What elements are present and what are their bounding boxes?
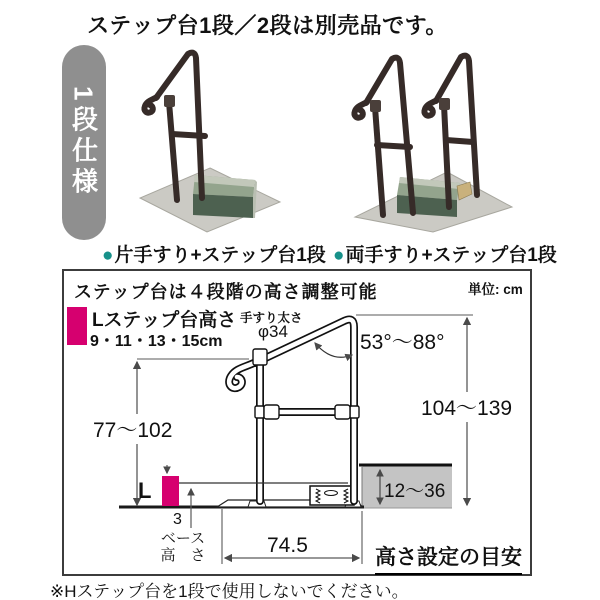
footnote: ※Hステップ台を1段で使用しないでください。 bbox=[50, 582, 409, 600]
page-title: ステップ台1段／2段は別売品です。 bbox=[87, 13, 448, 38]
product-photo-two-handrails bbox=[332, 45, 557, 237]
pink-step-marker bbox=[162, 476, 179, 506]
product-photo-one-handrail bbox=[108, 48, 330, 236]
angle-arc bbox=[315, 343, 352, 357]
step-height-values: 9・11・13・15cm bbox=[90, 333, 223, 350]
overall-height-value: 104〜139 bbox=[419, 392, 514, 422]
base-height-label: ベース 高 さ bbox=[160, 530, 206, 565]
pink-marker bbox=[67, 307, 87, 345]
entrance-step-value: 12〜36 bbox=[384, 481, 446, 502]
unit-label: 単位: cm bbox=[468, 282, 523, 297]
dimension-diagram bbox=[62, 269, 532, 576]
step-platform-drawing bbox=[310, 486, 354, 505]
diagram-footer-label: 高さ設定の目安 bbox=[375, 541, 522, 575]
step-height-mark: L bbox=[138, 478, 152, 503]
bullet-icon: ● bbox=[102, 245, 114, 266]
handrail-frame-drawing bbox=[229, 319, 359, 501]
caption-one-handrail: ●片手すり+ステップ台1段 bbox=[102, 245, 326, 266]
base-height-value: 3 bbox=[173, 511, 182, 528]
caption-two-handrails: ●両手すり+ステップ台1段 bbox=[333, 245, 557, 266]
base-depth-value: 74.5 bbox=[267, 534, 308, 557]
grip-height-value: 77〜102 bbox=[91, 414, 174, 444]
bullet-icon: ● bbox=[333, 245, 345, 266]
diagram-header: ステップ台は４段階の高さ調整可能 bbox=[74, 282, 378, 302]
rail-joint bbox=[164, 95, 175, 107]
rail-joint bbox=[439, 98, 450, 110]
rail-joint bbox=[370, 100, 381, 112]
spec-banner bbox=[62, 45, 106, 240]
step-height-title: Lステップ台高さ bbox=[92, 310, 237, 331]
spec-banner-label: 1段仕様 bbox=[68, 86, 99, 199]
handrail-thickness-label: 手すり太さ bbox=[240, 311, 303, 325]
handrail-diameter-value: φ34 bbox=[258, 322, 288, 341]
angle-range-value: 53°〜88° bbox=[360, 331, 445, 354]
